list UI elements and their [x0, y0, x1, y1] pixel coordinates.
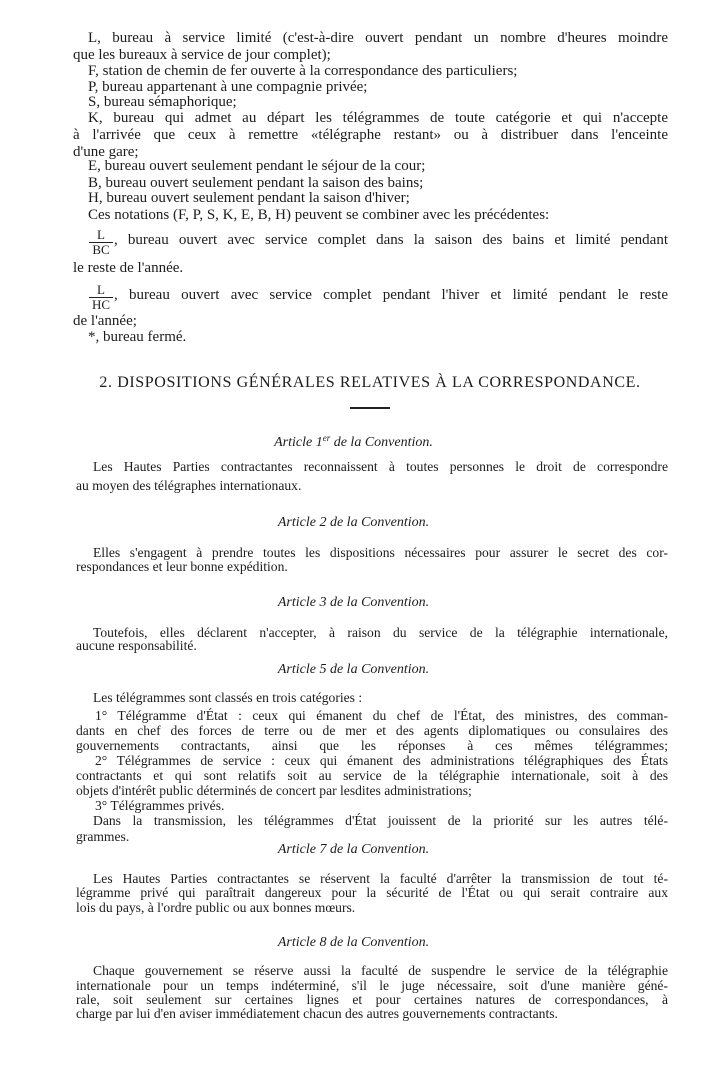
- article-paragraph-line: au moyen des télégraphes internationaux.: [76, 478, 302, 493]
- section-heading: 2. DISPOSITIONS GÉNÉRALES RELATIVES À LA CORRESPONDANCE.: [99, 374, 641, 391]
- legend-line: de l'année;: [73, 313, 137, 329]
- legend-line: Ces notations (F, P, S, K, E, B, H) peuvent se combiner avec les précédentes:: [88, 207, 550, 223]
- article-title-part: er: [322, 433, 331, 443]
- article-paragraph-line: respondances et leur bonne expédition.: [76, 559, 288, 574]
- article-title: Article 5 de la Convention.: [277, 662, 430, 677]
- article-title: Article 7 de la Convention.: [277, 842, 430, 857]
- legend-line: K, bureau qui admet au départ les télégrammes de toute catégorie et qui n'accepte: [88, 110, 668, 126]
- article-paragraph-line: Les télégrammes sont classés en trois catégories :: [93, 690, 363, 705]
- article-paragraph-line: Les Hautes Parties contractantes se réservent la faculté d'arrêter la transmission de tout té-: [93, 871, 668, 886]
- legend-line: le reste de l'année.: [73, 260, 184, 276]
- legend-line: E, bureau ouvert seulement pendant le séjour de la cour;: [88, 158, 426, 174]
- legend-line: d'une gare;: [73, 144, 139, 160]
- fraction-denominator: HC: [91, 297, 111, 312]
- article-paragraph-line: dants en chef des forces de terre ou de mer et des agents diplomatiques ou consulaires des: [76, 723, 668, 738]
- fraction-numerator: L: [89, 284, 113, 298]
- article-title-part: de la Convention.: [330, 435, 433, 450]
- article-title-part: Article 1: [274, 435, 323, 450]
- article-paragraph-line: rale, soit seulement sur certaines lignes et pour certaines natures de correspondances, à: [76, 992, 668, 1007]
- article-paragraph-line: Les Hautes Parties contractantes reconnaissent à toutes personnes le droit de correspondre: [93, 459, 668, 474]
- legend-line: S, bureau sémaphorique;: [88, 94, 237, 110]
- legend-line: que les bureaux à service de jour complet);: [73, 47, 331, 63]
- article-paragraph-line: contractants et qui sont relatifs soit au service de la télégraphie internationale, soit à des: [76, 768, 668, 783]
- legend-line: *, bureau fermé.: [88, 329, 187, 345]
- article-paragraph-line: Dans la transmission, les télégrammes d'État jouissent de la priorité sur les autres télé-: [93, 813, 668, 828]
- legend-line: , bureau ouvert avec service complet pendant l'hiver et limité pendant le reste: [114, 287, 668, 303]
- article-paragraph-line: objets d'intérêt public déterminés de concert par lesdites administrations;: [76, 783, 472, 798]
- article-paragraph-line: légramme privé qui paraîtrait dangereux pour la sécurité de l'État ou qui serait contraire aux: [76, 885, 668, 900]
- article-paragraph-line: Toutefois, elles déclarent n'accepter, à raison du service de la télégraphie internationale,: [93, 625, 668, 640]
- article-paragraph-line: charge par lui d'en aviser immédiatement chacun des autres gouvernements contractants.: [76, 1006, 558, 1021]
- article-paragraph-line: grammes.: [76, 829, 130, 844]
- article-paragraph-line: Elles s'engagent à prendre toutes les dispositions nécessaires pour assurer le secret des cor-: [93, 545, 668, 560]
- legend-line: F, station de chemin de fer ouverte à la correspondance des particuliers;: [88, 63, 518, 79]
- article-title: Article 3 de la Convention.: [277, 595, 430, 610]
- article-paragraph-line: Chaque gouvernement se réserve aussi la faculté de suspendre le service de la télégraphie: [93, 963, 668, 978]
- legend-line: P, bureau appartenant à une compagnie privée;: [88, 79, 368, 95]
- legend-line: L, bureau à service limité (c'est-à-dire ouvert pendant un nombre d'heures moindre: [88, 30, 668, 46]
- article-paragraph-line: internationale pour un temps indéterminé, s'il le juge nécessaire, soit d'une manière géné-: [76, 978, 668, 993]
- legend-line: H, bureau ouvert seulement pendant la saison d'hiver;: [88, 190, 410, 206]
- legend-line: , bureau ouvert avec service complet dans la saison des bains et limité pendant: [114, 232, 668, 248]
- section-divider: [350, 407, 390, 409]
- article-paragraph-line: 3° Télégrammes privés.: [95, 798, 225, 813]
- legend-line: B, bureau ouvert seulement pendant la saison des bains;: [88, 175, 424, 191]
- article-paragraph-line: lois du pays, à l'ordre public ou aux bonnes mœurs.: [76, 900, 356, 915]
- notation-fraction: [89, 229, 113, 256]
- article-paragraph-line: gouvernements contractants, ainsi que les réponses à ces mêmes télégrammes;: [76, 738, 668, 753]
- article-paragraph-line: 1° Télégramme d'État : ceux qui émanent du chef de l'État, des ministres, des comman-: [95, 708, 668, 723]
- article-title: Article 2 de la Convention.: [277, 515, 430, 530]
- article-title: [0, 429, 707, 452]
- fraction-numerator: L: [89, 229, 113, 243]
- notation-fraction: [89, 284, 113, 311]
- article-title: Article 8 de la Convention.: [277, 935, 430, 950]
- article-paragraph-line: aucune responsabilité.: [76, 638, 197, 653]
- fraction-denominator: BC: [92, 242, 110, 257]
- article-paragraph-line: 2° Télégrammes de service : ceux qui émanent des administrations télégraphiques des États: [95, 753, 668, 768]
- legend-line: à l'arrivée que ceux à remettre «télégraphe restant» ou à distribuer dans l'enceinte: [73, 127, 668, 143]
